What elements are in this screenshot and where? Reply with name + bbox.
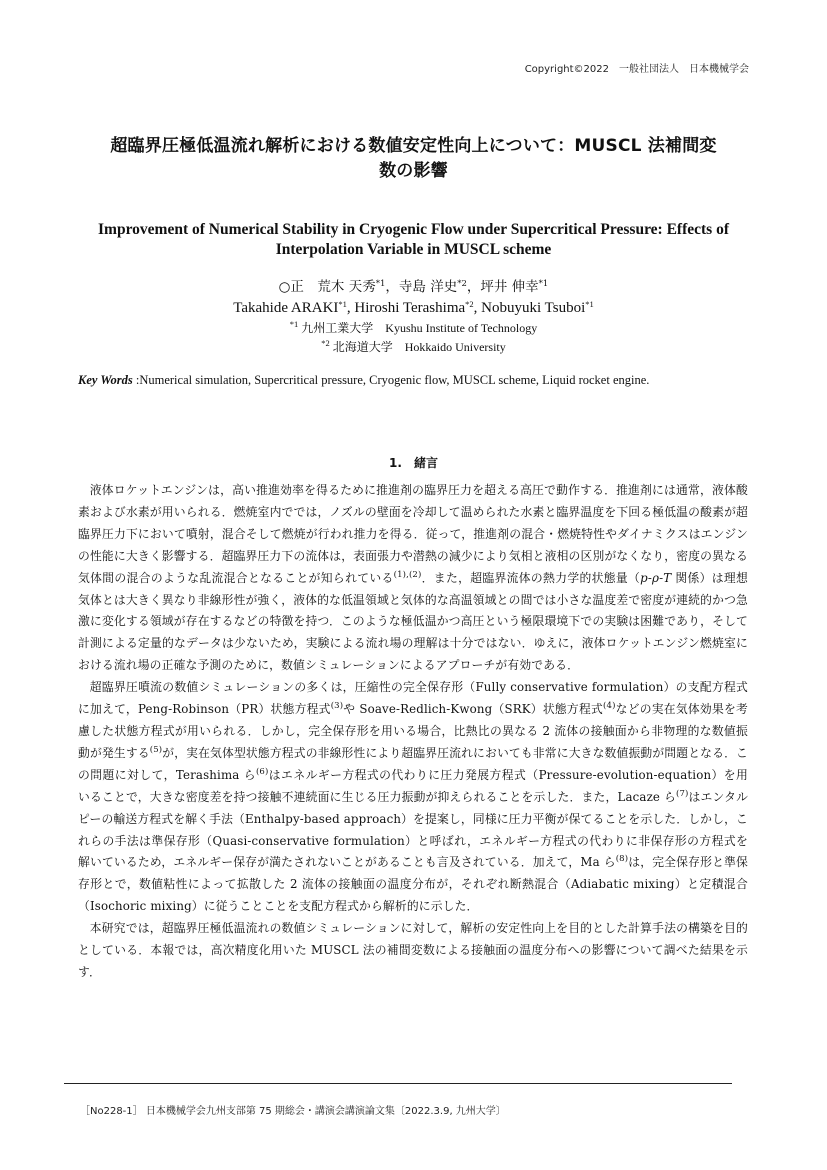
citation-ref: (6)	[255, 766, 269, 777]
italic-symbol: p-ρ-T	[640, 570, 672, 585]
author-ja-name-2: ，寺島 洋史	[385, 279, 458, 295]
paragraph-2-text-a: 超臨界圧噴流の数値シミュレーションの多くは，圧縮性の完全保存形（Fully conservative formulation）の支配方程式に加えて，Peng-Robinson（PR）状態方程式	[78, 680, 748, 717]
keywords	[78, 372, 758, 388]
citation-ref: (3)	[330, 701, 344, 712]
author-ja-name-3: ，坪井 伸幸	[466, 279, 539, 295]
author-en-name-1: Takahide ARAKI	[233, 300, 339, 316]
paragraph-1-text-a: 液体ロケットエンジンは，高い推進効率を得るために推進剤の臨界圧力を超える高圧で動作する．推進剤には通常，液体酸素および水素が用いられる．燃焼室内ででは，ノズルの壁面を冷却して温められた水素と臨界温度を下回る極低温の酸素が超臨界圧力下において噴射，混合そして燃焼が行われ推力を得る．従って，推進剤の混合・燃焼特性やダイナミクスはエンジンの性能に大きく影響する．超臨界圧力下の流体は，表面張力や潜熱の減少により気相と液相の区別がなくなり，密度の異なる気体間の混合のような乱流混合となることが知られている	[78, 483, 748, 585]
authors-japanese	[0, 277, 827, 297]
section-heading: 1. 緒言	[389, 456, 438, 470]
keywords-text: :Numerical simulation, Supercritical pressure, Cryogenic flow, MUSCL scheme, Liquid rocket engine.	[132, 373, 650, 387]
author-en-mark-1: *1	[338, 299, 347, 309]
affiliation-2	[0, 339, 827, 355]
paragraph-3	[78, 918, 748, 984]
author-ja-prefix: ○正 荒木 天秀	[278, 279, 376, 295]
affiliation-1-text: 九州工業大学 Kyushu Institute of Technology	[298, 321, 538, 335]
title-english-line-2: Interpolation Variable in MUSCL scheme	[275, 241, 552, 258]
title-japanese	[70, 134, 757, 184]
paragraph-1-text-c: 関係）は理想気体とは大きく異なり非線形性が強く，液体的な低温領域と気体的な高温領域との間では小さな温度差で密度が連続的かつ急激に変化する領域が存在するなどの特徴を持つ．このような極低温かつ高圧という極限環境下での実験は困難であり，そして計測による定量的なデータは少ないため，実験による流れ場の理解は十分ではない．ゆえに，液体ロケットエンジン燃焼室における流れ場の正確な予測のために，数値シミュレーションによるアプローチが有効である．	[78, 570, 748, 673]
author-en-mark-2: *2	[465, 299, 474, 309]
copyright-notice: Copyright©2022 一般社団法人 日本機械学会	[524, 64, 749, 75]
citation-ref: (1),(2)	[393, 569, 422, 580]
affiliation-2-mark: *2	[321, 338, 330, 348]
paragraph-2	[78, 677, 748, 918]
paragraph-3-text-a: 本研究では，超臨界圧極低温流れの数値シミュレーションに対して，解析の安定性向上を目的とした計算手法の構築を目的としている．本報では，高次精度化用いた MUSCL 法の補間変数による接触面の温度分布への影響について調べた結果を示す．	[78, 921, 748, 979]
title-english-line-1: Improvement of Numerical Stability in Cryogenic Flow under Supercritical Pressure: Effects of	[98, 221, 729, 238]
keywords-label: Key Words	[78, 373, 133, 387]
footer-citation: ［No228-1］ 日本機械学会九州支部第 75 期総会・講演会講演論文集〔2022.3.9, 九州大学〕	[80, 1106, 506, 1117]
paragraph-2-text-c: などの実在気体効果を考慮した状態方程式が用いられる．しかし，完全保存形を用いる場合，比熱比の異なる 2 流体の接触面から非物理的な数値振動が発生する	[78, 702, 748, 760]
paragraph-1-text-b: ．また，超臨界流体の熱力学的状態量（	[421, 570, 641, 585]
author-en-mark-3: *1	[585, 299, 594, 309]
author-en-name-2: , Hiroshi Terashima	[346, 300, 466, 316]
affiliation-1-mark: *1	[289, 319, 299, 329]
title-english	[70, 220, 757, 260]
citation-ref: (8)	[615, 854, 629, 865]
affiliation-1	[0, 320, 827, 336]
citation-ref: (7)	[676, 788, 689, 799]
author-ja-mark-2: *2	[457, 279, 467, 289]
paragraph-2-text-d: が，実在気体型状態方程式の非線形性により超臨界圧流れにおいても非常に大きな数値振動が問題となる．この問題に対して，Terashima ら	[78, 745, 748, 782]
paragraph-2-text-g: は，完全保存形と準保存形とで，数値粘性によって拡散した 2 流体の接触面の温度分布が，それぞれ断熱混合（Adiabatic mixing）と定積混合（Isochoric mixing）に従うことことを支配方程式から解析的に示した．	[78, 855, 748, 914]
paragraph-2-text-f: はエンタルピーの輸送方程式を解く手法（Enthalpy-based approach）を提案し，同様に圧力平衡が保てることを示した．しかし，これらの手法は準保存形（Quasi-conservative formulation）と呼ばれ，エネルギー方程式の代わりに非保存形の方程式を解いているため，エネルギー保存が満たされないことがあることも言及されている．加えて，Ma ら	[78, 789, 749, 870]
affiliation-2-text: 北海道大学 Hokkaido University	[329, 340, 506, 354]
title-japanese-line-1: 超臨界圧極低温流れ解析における数値安定性向上について：MUSCL 法補間変	[110, 136, 717, 156]
citation-ref: (4)	[603, 701, 616, 712]
title-japanese-line-2: 数の影響	[379, 161, 448, 181]
paragraph-2-text-e: はエネルギー方程式の代わりに圧力発展方程式（Pressure-evolution-equation）を用いることで，大きな密度差を持つ接触不連続面に生じる圧力振動が抑えられることを示した．また，Lacaze ら	[78, 767, 748, 804]
footer-divider	[64, 1083, 732, 1084]
author-ja-mark-1: *1	[375, 279, 386, 289]
paragraph-2-text-b: や Soave-Redlich-Kwong（SRK）状態方程式	[343, 702, 604, 717]
paragraph-1	[78, 480, 748, 677]
citation-ref: (5)	[149, 744, 163, 755]
body-text	[78, 480, 748, 984]
author-en-name-3: , Nobuyuki Tsuboi	[473, 300, 586, 316]
author-ja-mark-3: *1	[538, 279, 549, 289]
authors-english	[0, 298, 827, 318]
